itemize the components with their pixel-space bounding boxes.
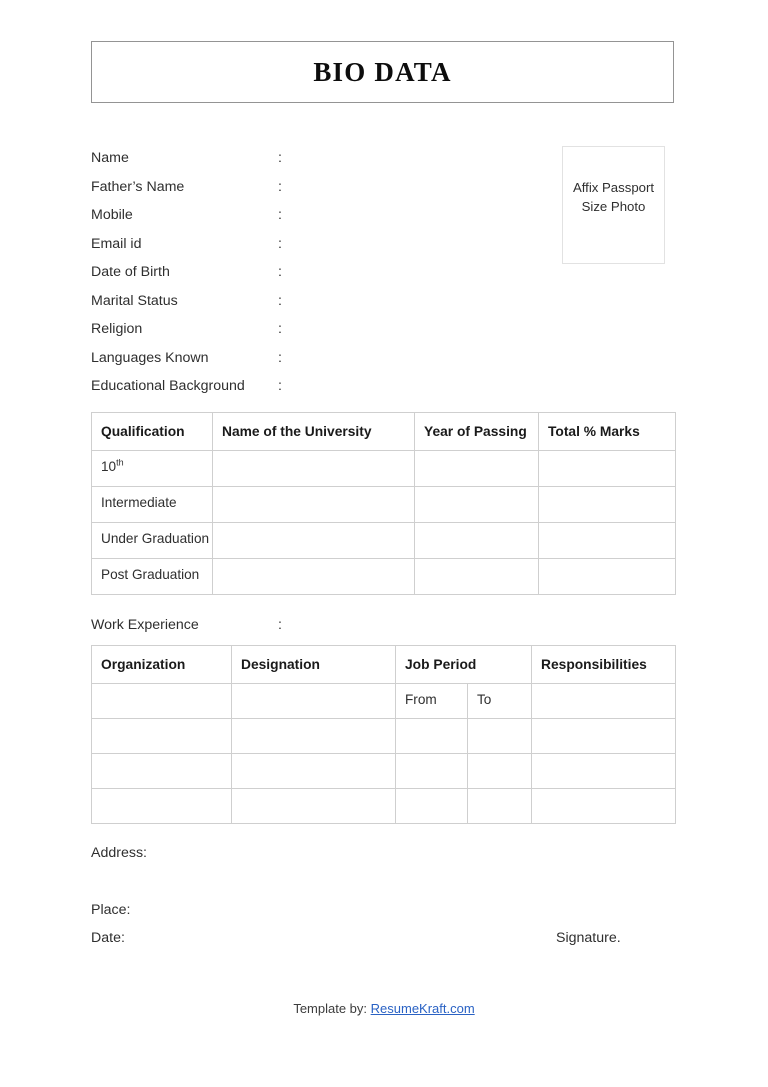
detail-separator-email-id: : — [278, 235, 282, 252]
work-experience-table — [91, 645, 676, 824]
detail-label-educational-background: Educational Background — [91, 378, 245, 394]
work-subheader-to: To — [468, 684, 532, 719]
ordinal-suffix: th — [116, 457, 124, 468]
work-cell-designation-2[interactable] — [232, 719, 396, 754]
detail-row-religion — [91, 319, 511, 348]
education-cell-year-post-graduation[interactable] — [415, 559, 539, 595]
table-row — [92, 719, 676, 754]
detail-row-email-id — [91, 234, 511, 263]
address-label: Address: — [91, 845, 147, 861]
table-row — [92, 559, 676, 595]
detail-label-mobile: Mobile — [91, 207, 133, 223]
detail-separator-religion: : — [278, 321, 282, 337]
education-cell-qualification-post-graduation: Post Graduation — [92, 559, 213, 595]
work-header-job-period: Job Period — [396, 646, 532, 684]
place-label: Place: — [91, 902, 131, 918]
work-cell-responsibilities-1[interactable] — [532, 684, 676, 719]
detail-separator-educational-background: : — [278, 378, 282, 394]
education-header-total-marks: Total % Marks — [539, 413, 676, 451]
work-header-responsibilities: Responsibilities — [532, 646, 676, 684]
date-label: Date: — [91, 930, 125, 946]
table-row — [92, 451, 676, 487]
work-cell-responsibilities-2[interactable] — [532, 719, 676, 754]
work-cell-responsibilities-3[interactable] — [532, 754, 676, 789]
detail-row-languages-known — [91, 348, 511, 377]
detail-row-name — [91, 148, 511, 177]
work-cell-responsibilities-4[interactable] — [532, 789, 676, 824]
education-cell-year-under-graduation[interactable] — [415, 523, 539, 559]
education-cell-qualification-under-graduation: Under Graduation — [92, 523, 213, 559]
work-cell-from-3[interactable] — [396, 754, 468, 789]
work-cell-to-4[interactable] — [468, 789, 532, 824]
work-experience-separator: : — [278, 617, 282, 633]
work-cell-organization-2[interactable] — [92, 719, 232, 754]
detail-label-fathers-name: Father’s Name — [91, 178, 185, 195]
education-table-header-row — [92, 413, 676, 451]
detail-label-religion: Religion — [91, 321, 143, 337]
work-experience-label-row — [91, 617, 511, 639]
resumekraft-link[interactable]: ResumeKraft.com — [370, 1001, 475, 1016]
education-cell-marks-under-graduation[interactable] — [539, 523, 676, 559]
education-cell-year-10th[interactable] — [415, 451, 539, 487]
detail-separator-fathers-name: : — [278, 178, 282, 195]
education-cell-marks-intermediate[interactable] — [539, 487, 676, 523]
work-cell-from-4[interactable] — [396, 789, 468, 824]
detail-separator-languages-known: : — [278, 349, 282, 366]
detail-separator-name: : — [278, 150, 282, 166]
education-cell-qualification-10th — [92, 451, 213, 487]
detail-label-date-of-birth: Date of Birth — [91, 264, 170, 280]
detail-label-email-id: Email id — [91, 235, 142, 252]
education-table — [91, 412, 676, 595]
education-qualification-10th-text: 10 — [101, 459, 117, 474]
work-cell-organization-4[interactable] — [92, 789, 232, 824]
detail-separator-marital-status: : — [278, 292, 282, 309]
detail-row-fathers-name — [91, 177, 511, 206]
work-cell-from-2[interactable] — [396, 719, 468, 754]
detail-row-educational-background — [91, 376, 511, 405]
work-cell-designation-3[interactable] — [232, 754, 396, 789]
work-cell-organization-1[interactable] — [92, 684, 232, 719]
table-row — [92, 487, 676, 523]
detail-row-marital-status — [91, 291, 511, 320]
table-row — [92, 789, 676, 824]
detail-row-mobile — [91, 205, 511, 234]
work-experience-label: Work Experience — [91, 617, 199, 633]
detail-separator-date-of-birth: : — [278, 264, 282, 280]
detail-row-date-of-birth — [91, 262, 511, 291]
document-title-box — [91, 41, 674, 103]
photo-placeholder-line-2: Size Photo — [581, 199, 646, 214]
photo-placeholder-line-1: Affix Passport — [572, 180, 655, 195]
work-subheader-from: From — [396, 684, 468, 719]
page-title: BIO DATA — [313, 56, 452, 87]
work-table-header-row — [92, 646, 676, 684]
table-row — [92, 523, 676, 559]
education-cell-university-10th[interactable] — [213, 451, 415, 487]
work-cell-designation-1[interactable] — [232, 684, 396, 719]
table-row — [92, 754, 676, 789]
work-cell-to-3[interactable] — [468, 754, 532, 789]
template-credit-prefix: Template by: — [293, 1001, 371, 1016]
education-header-year-of-passing: Year of Passing — [415, 413, 539, 451]
education-cell-university-intermediate[interactable] — [213, 487, 415, 523]
detail-label-name: Name — [91, 150, 129, 166]
detail-label-marital-status: Marital Status — [91, 292, 178, 309]
detail-separator-mobile: : — [278, 207, 282, 223]
work-cell-designation-4[interactable] — [232, 789, 396, 824]
work-header-designation: Designation — [232, 646, 396, 684]
education-cell-marks-post-graduation[interactable] — [539, 559, 676, 595]
education-header-qualification: Qualification — [92, 413, 213, 451]
education-cell-year-intermediate[interactable] — [415, 487, 539, 523]
template-credit — [0, 1001, 768, 1016]
education-cell-qualification-intermediate: Intermediate — [92, 487, 213, 523]
signature-label: Signature. — [556, 930, 621, 946]
table-row — [92, 684, 676, 719]
work-header-organization: Organization — [92, 646, 232, 684]
education-cell-university-post-graduation[interactable] — [213, 559, 415, 595]
education-cell-marks-10th[interactable] — [539, 451, 676, 487]
detail-label-languages-known: Languages Known — [91, 349, 209, 366]
education-header-university: Name of the University — [213, 413, 415, 451]
passport-photo-placeholder — [562, 146, 665, 264]
personal-details-list — [91, 148, 511, 405]
work-cell-organization-3[interactable] — [92, 754, 232, 789]
education-cell-university-under-graduation[interactable] — [213, 523, 415, 559]
work-cell-to-2[interactable] — [468, 719, 532, 754]
